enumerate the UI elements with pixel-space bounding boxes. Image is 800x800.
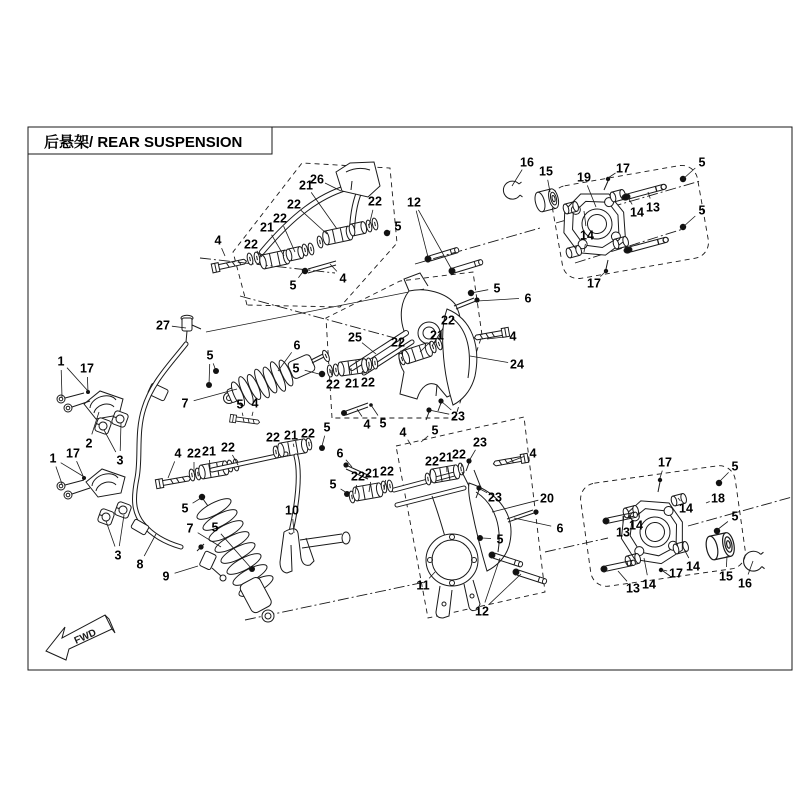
callout-5: 5 [329,477,337,492]
callout-leader [719,472,729,482]
callout-7: 7 [186,521,194,536]
callout-4: 4 [363,417,371,432]
artwork-root [28,127,792,670]
callout-5: 5 [493,281,501,296]
knuckle-19-assembly [503,176,686,273]
callout-3: 3 [116,453,124,468]
callout-13: 13 [626,581,640,596]
callout-21: 21 [365,466,379,481]
callout-5: 5 [236,397,244,412]
callout-21: 21 [430,328,444,343]
callout-leader [441,401,451,410]
callout-leader [371,405,378,416]
callout-21: 21 [345,376,359,391]
callout-6: 6 [293,338,301,353]
callout-17: 17 [66,446,80,461]
callout-4: 4 [399,425,407,440]
callout-4: 4 [214,233,222,248]
callout-5: 5 [431,423,439,438]
callout-leader [512,170,522,186]
callout-21: 21 [299,178,313,193]
callout-16: 16 [738,576,752,591]
callout-22: 22 [391,335,405,350]
callout-22: 22 [326,377,340,392]
callout-leader [293,444,294,447]
callout-leader [469,450,476,461]
callout-1: 1 [57,354,65,369]
callout-22: 22 [244,237,258,252]
callout-4: 4 [251,396,259,411]
callout-4: 4 [509,329,517,344]
callout-leader [369,482,371,492]
callout-14: 14 [686,559,700,574]
callout-leader [717,522,728,531]
callout-leader [362,343,376,354]
callout-22: 22 [301,426,315,441]
callout-6: 6 [556,521,564,536]
callout-14: 14 [629,518,643,533]
callout-14: 14 [580,228,594,243]
callout-23: 23 [488,490,502,505]
callout-23: 23 [451,409,465,424]
callout-21: 21 [260,220,274,235]
callout-23: 23 [473,435,487,450]
callout-1: 1 [49,451,57,466]
callout-5: 5 [496,532,504,547]
callout-leader [168,461,175,478]
callout-22: 22 [221,440,235,455]
callout-22: 22 [351,469,365,484]
callout-5: 5 [731,509,739,524]
callout-leader [341,489,347,493]
callout-leader [618,571,627,581]
fwd-arrow [46,615,115,660]
callout-5: 5 [731,459,739,474]
callout-17: 17 [658,455,672,470]
callout-leader [56,467,62,485]
callout-leader [706,502,710,504]
callout-leader [193,498,201,503]
callout-5: 5 [698,155,706,170]
callout-leader [429,410,449,414]
callout-2: 2 [85,436,93,451]
callout-19: 19 [577,170,591,185]
callout-13: 13 [616,525,630,540]
callout-leader [242,413,243,416]
callout-leader [683,168,695,179]
callout-7: 7 [181,396,189,411]
vent-line [206,289,424,332]
callout-14: 14 [679,501,693,516]
callout-leader [175,566,198,573]
callout-leader [210,460,211,468]
callout-24: 24 [510,357,524,372]
callout-5: 5 [394,219,402,234]
callout-20: 20 [540,491,554,506]
callout-leader [477,299,519,302]
callout-4: 4 [339,271,347,286]
callout-22: 22 [187,446,201,461]
callout-leader [222,248,225,256]
callout-leader [284,226,295,252]
callout-leader [301,210,327,234]
callout-22: 22 [368,194,382,209]
callout-5: 5 [289,278,297,293]
callout-16: 16 [520,155,534,170]
callout-11: 11 [416,578,430,593]
callout-leader [416,211,428,257]
callout-3: 3 [114,548,122,563]
callout-22: 22 [452,447,466,462]
callout-17: 17 [587,276,601,291]
callout-25: 25 [348,330,362,345]
callout-12: 12 [407,195,421,210]
callout-22: 22 [441,313,455,328]
callout-leader [120,423,121,451]
callout-4: 4 [529,446,537,461]
callout-18: 18 [711,491,725,506]
callout-17: 17 [669,566,683,581]
callout-leader [482,538,491,539]
callout-15: 15 [719,569,733,584]
callout-21: 21 [439,450,453,465]
callout-8: 8 [136,557,144,572]
callout-leader [252,412,253,416]
callout-leader [119,515,124,546]
callout-17: 17 [80,361,94,376]
callout-5: 5 [206,348,214,363]
callout-26: 26 [310,172,324,187]
callout-leader [87,377,88,392]
callout-22: 22 [266,430,280,445]
callout-5: 5 [211,520,219,535]
callout-5: 5 [292,361,300,376]
callout-leader [748,561,753,575]
callout-14: 14 [630,205,644,220]
callout-leader [209,364,210,385]
callout-10: 10 [285,503,299,518]
callout-6: 6 [524,291,532,306]
callout-leader [104,430,116,452]
callout-27: 27 [156,318,170,333]
callout-22: 22 [361,375,375,390]
callout-15: 15 [539,164,553,179]
callout-leader [322,436,325,446]
fwd-label: FWD [72,627,99,647]
callout-22: 22 [287,197,301,212]
callout-leader [408,440,411,445]
callout-22: 22 [425,454,439,469]
callout-13: 13 [646,200,660,215]
callout-22: 22 [273,211,287,226]
callout-leader [77,461,84,478]
callout-14: 14 [642,577,656,592]
callout-leader [144,534,156,556]
callout-12: 12 [475,604,489,619]
page-title: 后悬架/ REAR SUSPENSION [44,134,243,151]
callout-leader [61,370,62,397]
callout-22: 22 [380,464,394,479]
callout-21: 21 [284,428,298,443]
callout-leader [514,518,551,526]
callout-5: 5 [181,501,189,516]
callout-5: 5 [323,420,331,435]
callout-9: 9 [162,569,170,584]
upper-a-arm-26 [211,162,483,275]
callout-5: 5 [379,416,387,431]
callout-leader [61,463,86,478]
callout-5: 5 [698,203,706,218]
callout-leader [683,216,695,227]
callout-21: 21 [202,444,216,459]
callout-17: 17 [616,161,630,176]
callout-6: 6 [336,446,344,461]
callout-4: 4 [174,446,182,461]
